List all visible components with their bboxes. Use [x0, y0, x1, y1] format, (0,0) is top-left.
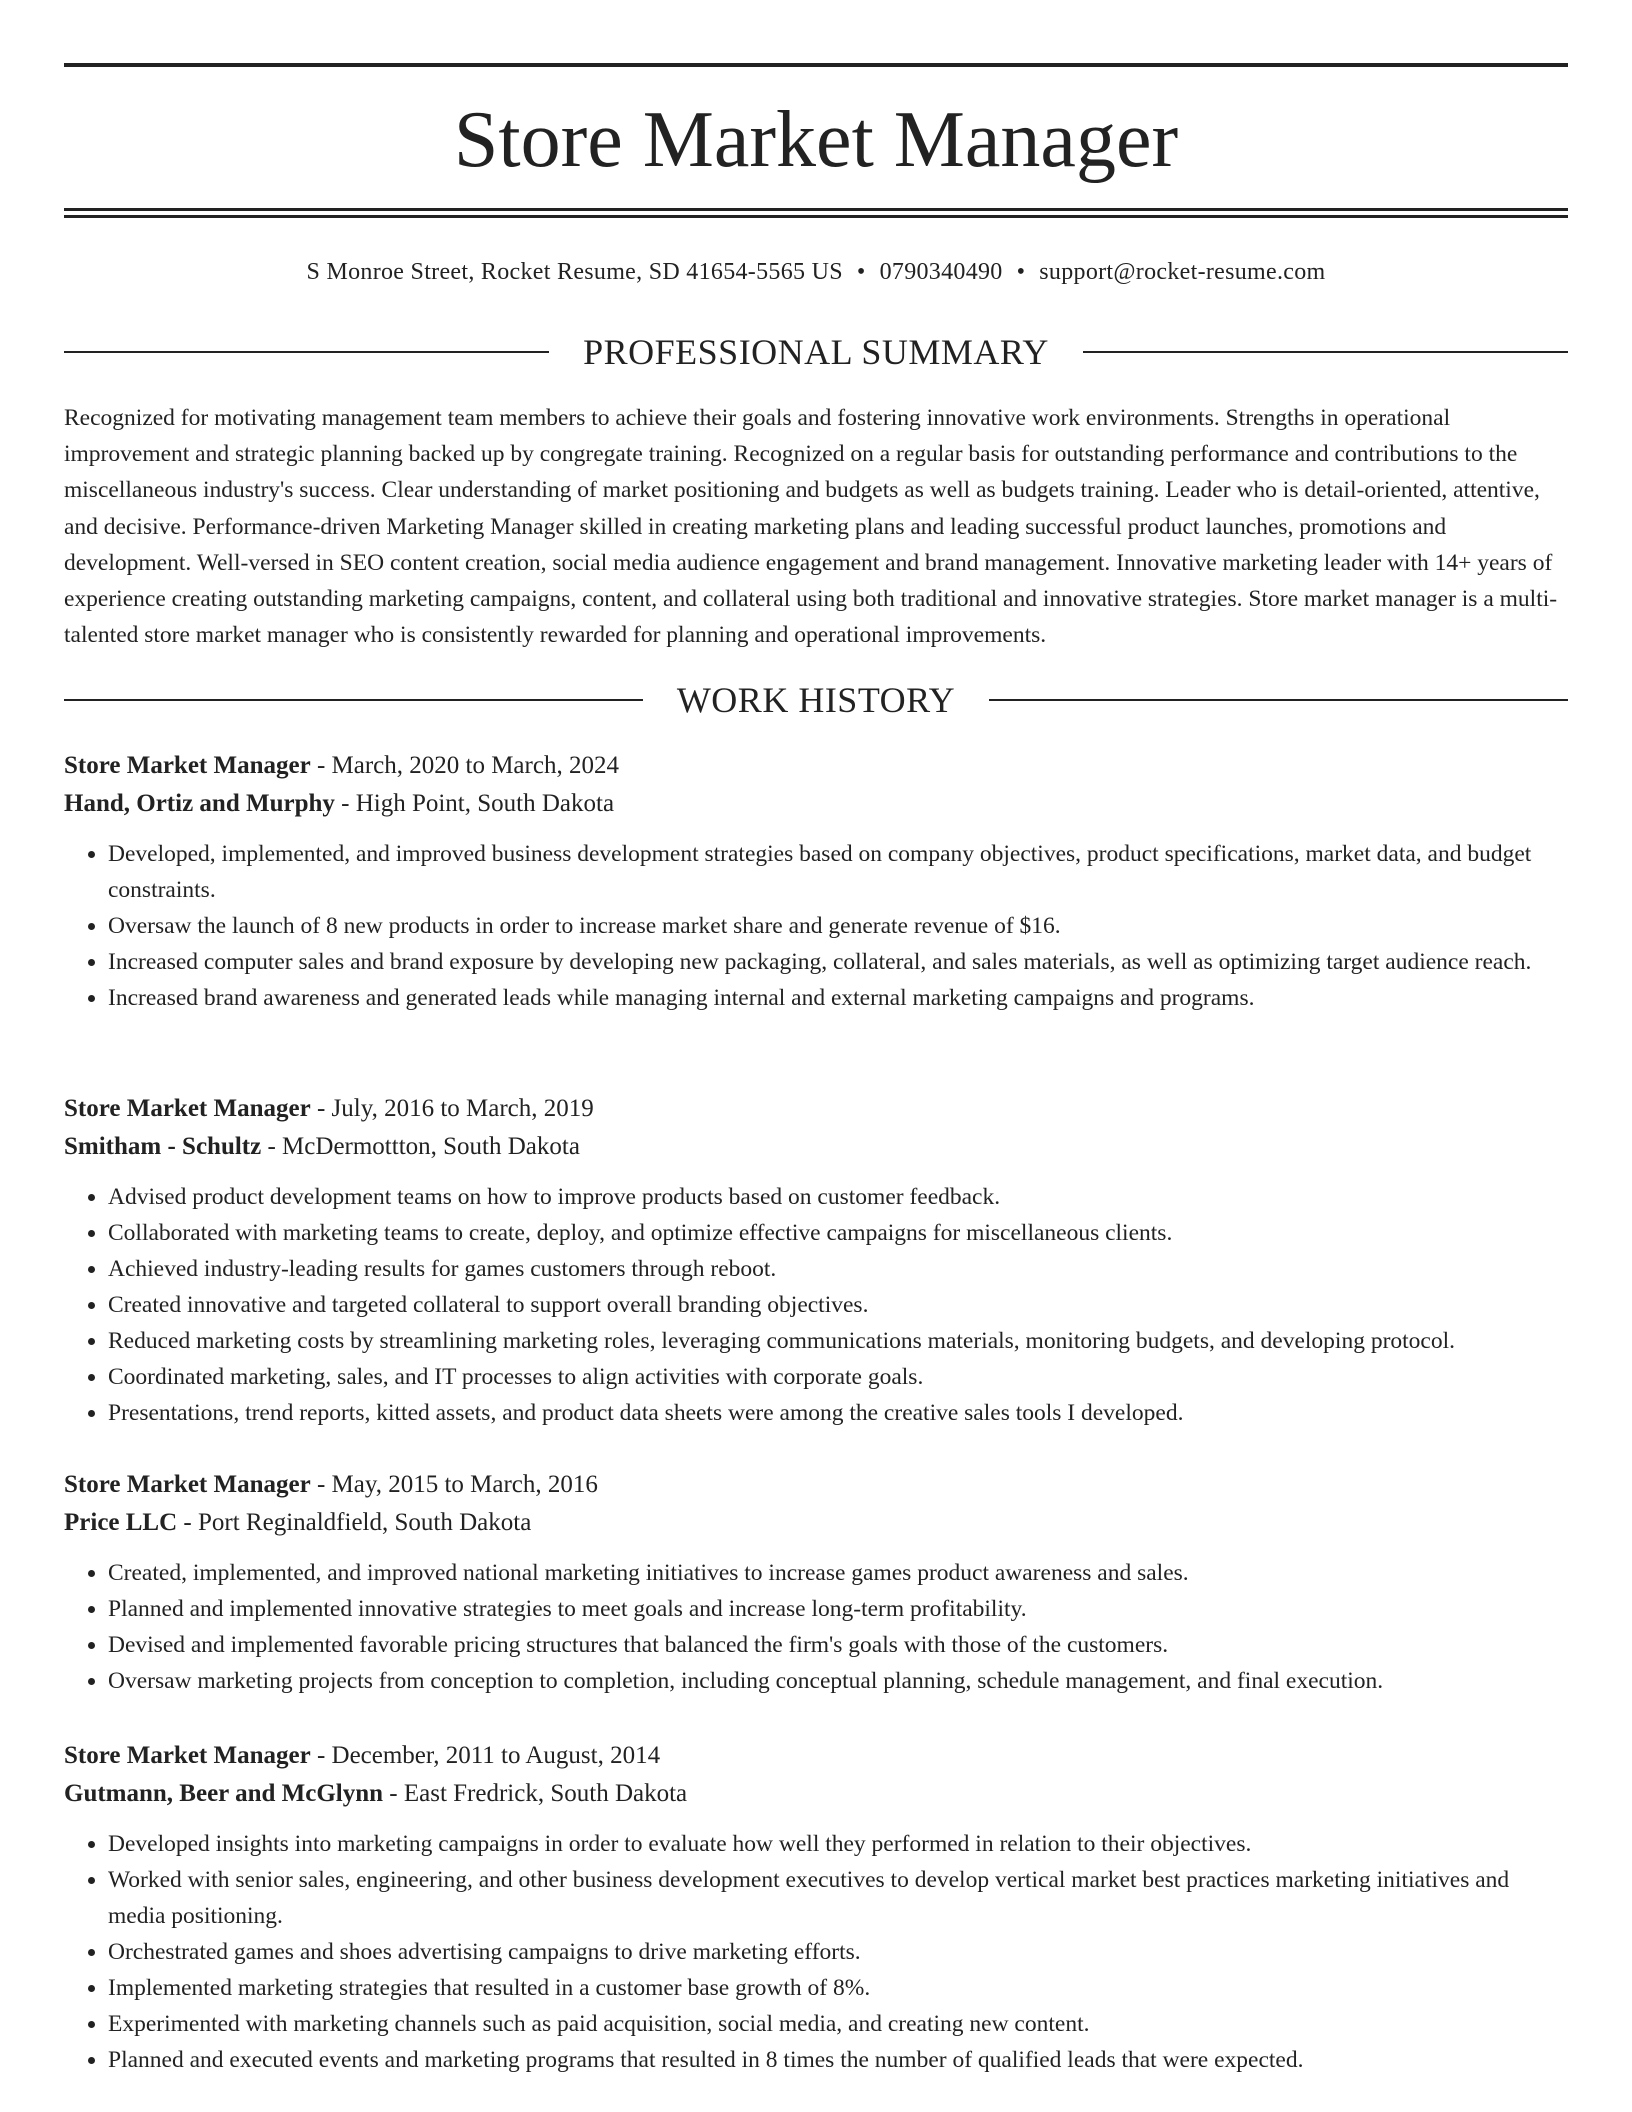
job-company: Gutmann, Beer and McGlynn: [64, 1780, 384, 1807]
job-bullet: • Created innovative and targeted collateral to support overall branding objectives.: [108, 1287, 1568, 1323]
contact-separator: •: [856, 259, 866, 285]
job-bullet: • Advised product development teams on how to improve products based on customer feedback.: [108, 1179, 1568, 1215]
heading-rule-right: [989, 699, 1568, 701]
job-title: Store Market Manager: [64, 1471, 311, 1498]
job-bullet: • Achieved industry-leading results for games customers through reboot.: [108, 1251, 1568, 1287]
job-bullet: • Presentations, trend reports, kitted assets, and product data sheets were among the creative sales tools I developed.: [108, 1395, 1568, 1431]
job-entry: [64, 747, 1568, 1016]
job-company: Hand, Ortiz and Murphy: [64, 790, 335, 817]
top-divider: [64, 63, 1568, 67]
job-location: - Port Reginaldfield, South Dakota: [177, 1509, 532, 1536]
job-dates: - December, 2011 to August, 2014: [310, 1742, 661, 1769]
job-bullet: • Increased brand awareness and generated leads while managing internal and external marketing campaigns and programs.: [108, 980, 1568, 1016]
job-title: Store Market Manager: [64, 752, 311, 779]
job-company-line: [64, 1128, 1568, 1166]
job-entry: [64, 1466, 1568, 1699]
job-entry: [64, 1737, 1568, 2078]
job-title: Store Market Manager: [64, 1742, 311, 1769]
work-history-heading: [64, 678, 1568, 722]
job-bullet: • Developed insights into marketing campaigns in order to evaluate how well they performed in relation to their objectives.: [108, 1826, 1568, 1862]
job-bullets: [64, 836, 1568, 1016]
contact-phone: 0790340490: [879, 259, 1003, 285]
job-bullet: • Reduced marketing costs by streamlining marketing roles, leveraging communications materials, monitoring budgets, and developing protocol.: [108, 1323, 1568, 1359]
job-bullet: • Orchestrated games and shoes advertising campaigns to drive marketing efforts.: [108, 1934, 1568, 1970]
job-location: - McDermottton, South Dakota: [261, 1133, 580, 1160]
resume-name: Store Market Manager: [453, 96, 1179, 184]
job-bullet: • Oversaw marketing projects from conception to completion, including conceptual planning, schedule management, and final execution.: [108, 1663, 1568, 1699]
summary-text: Recognized for motivating management team members to achieve their goals and fostering innovative work environments. Strengths in operational improvement and strategic planning backed up by congregate training. Recognized on a regular basis for outstanding performance and contributions to the miscellaneous industry's success. Clear understanding of market positioning and budgets as well as budgets training. Leader who is detail-oriented, attentive, and decisive. Performance-driven Marketing Manager skilled in creating marketing plans and leading successful product launches, promotions and development. Well-versed in SEO content creation, social media audience engagement and brand management. Innovative marketing leader with 14+ years of experience creating outstanding marketing campaigns, content, and collateral using both traditional and innovative strategies. Store market manager is a multi-talented store market manager who is consistently rewarded for planning and operational improvements.: [64, 405, 1558, 649]
job-title-line: [64, 1466, 1568, 1504]
job-location: - East Fredrick, South Dakota: [383, 1780, 688, 1807]
job-bullet: • Planned and executed events and marketing programs that resulted in 8 times the number of qualified leads that were expected.: [108, 2042, 1568, 2078]
job-bullet: • Devised and implemented favorable pricing structures that balanced the firm's goals with those of the customers.: [108, 1627, 1568, 1663]
job-bullet: • Created, implemented, and improved national marketing initiatives to increase games product awareness and sales.: [108, 1555, 1568, 1591]
job-title-line: [64, 1737, 1568, 1775]
job-title-line: [64, 747, 1568, 785]
job-company-line: [64, 1775, 1568, 1813]
job-bullet: • Experimented with marketing channels such as paid acquisition, social media, and creating new content.: [108, 2006, 1568, 2042]
summary-heading: [64, 330, 1568, 374]
contact-email: support@rocket-resume.com: [1039, 259, 1326, 285]
contact-address: S Monroe Street, Rocket Resume, SD 41654-5565 US: [306, 259, 843, 285]
job-bullet: • Worked with senior sales, engineering, and other business development executives to develop vertical market best practices marketing initiatives and media positioning.: [108, 1862, 1568, 1934]
summary-heading-title: PROFESSIONAL SUMMARY: [583, 332, 1049, 372]
contact-separator: •: [1016, 259, 1026, 285]
job-bullet: • Increased computer sales and brand exposure by developing new packaging, collateral, and sales materials, as well as optimizing target audience reach.: [108, 944, 1568, 980]
job-bullet: • Oversaw the launch of 8 new products in order to increase market share and generate revenue of $16.: [108, 908, 1568, 944]
job-bullet: • Planned and implemented innovative strategies to meet goals and increase long-term profitability.: [108, 1591, 1568, 1627]
job-bullets: [64, 1826, 1568, 2078]
job-company-line: [64, 1504, 1568, 1542]
job-entry: [64, 1090, 1568, 1431]
heading-rule-left: [64, 351, 549, 353]
job-dates: - July, 2016 to March, 2019: [310, 1095, 594, 1122]
job-dates: - March, 2020 to March, 2024: [310, 752, 619, 779]
job-company-line: [64, 785, 1568, 823]
job-bullet: • Developed, implemented, and improved business development strategies based on company objectives, product specifications, market data, and budget constraints.: [108, 836, 1568, 908]
job-bullets: [64, 1555, 1568, 1699]
job-bullet: • Coordinated marketing, sales, and IT processes to align activities with corporate goals.: [108, 1359, 1568, 1395]
job-title-line: [64, 1090, 1568, 1128]
job-title: Store Market Manager: [64, 1095, 311, 1122]
job-bullet: • Collaborated with marketing teams to create, deploy, and optimize effective campaigns for miscellaneous clients.: [108, 1215, 1568, 1251]
job-bullets: [64, 1179, 1568, 1431]
heading-rule-right: [1083, 351, 1568, 353]
contact-line: [64, 256, 1568, 288]
work-history-heading-title: WORK HISTORY: [676, 680, 956, 720]
job-company: Smitham - Schultz: [64, 1133, 262, 1160]
job-dates: - May, 2015 to March, 2016: [310, 1471, 598, 1498]
double-divider: [64, 208, 1568, 218]
heading-rule-left: [64, 699, 643, 701]
job-location: - High Point, South Dakota: [334, 790, 615, 817]
job-company: Price LLC: [64, 1509, 178, 1536]
job-bullet: • Implemented marketing strategies that resulted in a customer base growth of 8%.: [108, 1970, 1568, 2006]
